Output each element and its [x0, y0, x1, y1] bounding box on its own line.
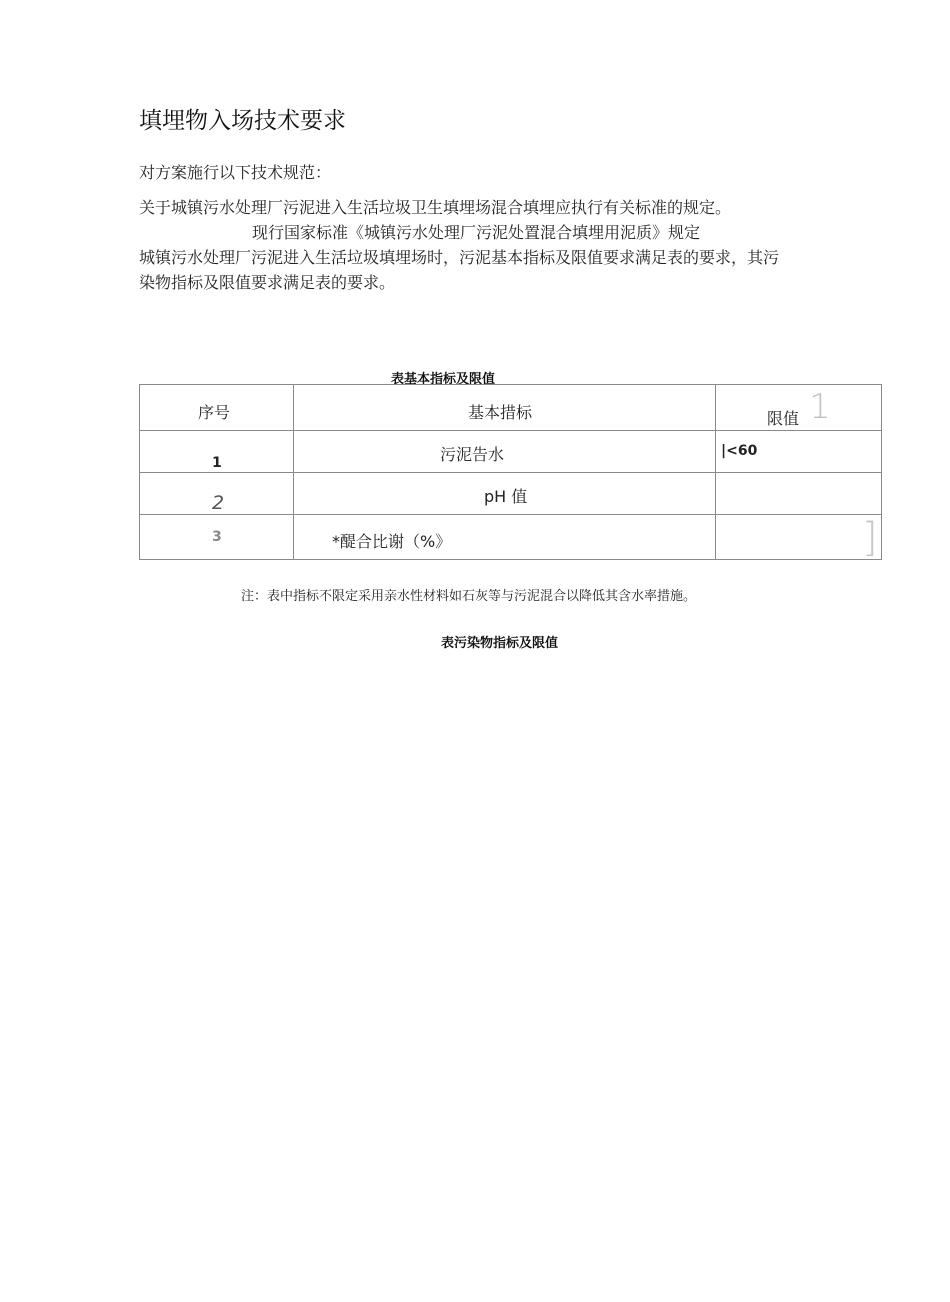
row3-limit-cell: [716, 515, 882, 560]
basic-indicators-table: [139, 384, 882, 560]
table-header-row: [140, 385, 882, 431]
row1-limit-cell: [716, 431, 882, 473]
row1-seq: 1: [212, 455, 222, 471]
row3-indicator-cell: [294, 515, 716, 560]
row2-seq-cell: [140, 473, 294, 515]
table-row: [140, 431, 882, 473]
header-indicator-cell: [294, 385, 716, 431]
header-seq-cell: [140, 385, 294, 431]
row1-seq-cell: [140, 431, 294, 473]
table2-caption: 表污染物指标及限值: [441, 636, 559, 651]
row2-indicator: pH 值: [484, 487, 528, 506]
row3-seq: 3: [212, 529, 222, 545]
row1-indicator-cell: [294, 431, 716, 473]
subheading: 对方案施行以下技术规范：: [139, 163, 332, 182]
header-limit: 限值: [767, 409, 800, 428]
row3-indicator: *醍合比谢（%》: [332, 532, 452, 551]
row3-limit-mark: ]: [862, 515, 878, 561]
table-row: [140, 473, 882, 515]
table-row: [140, 515, 882, 560]
paragraph-line-2: 现行国家标准《城镇污水处理厂污泥处置混合填埋用泥质》规定: [252, 223, 701, 242]
header-limit-cell: [716, 385, 882, 431]
paragraph-line-3: 城镇污水处理厂污泥进入生活垃圾填埋场时，污泥基本指标及限值要求满足表的要求，其污: [139, 248, 780, 267]
row1-limit: |<60: [721, 443, 758, 459]
row2-limit-cell: [716, 473, 882, 515]
table-note: 注：表中指标不限定采用亲水性材料如石灰等与污泥混合以降低其含水率措施。: [241, 589, 697, 604]
row2-seq: 2: [212, 492, 225, 514]
page-title: 填埋物入场技术要求: [139, 108, 346, 134]
row1-indicator: 污泥告水: [440, 445, 505, 464]
header-limit-mark: 1: [809, 387, 831, 427]
paragraph-line-4: 染物指标及限值要求满足表的要求。: [139, 273, 396, 292]
table1-caption: 表基本指标及限值: [391, 372, 496, 387]
paragraph-line-1: 关于城镇污水处理厂污泥进入生活垃圾卫生填埋场混合填埋应执行有关标准的规定。: [139, 198, 732, 217]
header-indicator: 基本措标: [468, 403, 533, 422]
header-seq: 序号: [198, 403, 231, 422]
row3-seq-cell: [140, 515, 294, 560]
row2-indicator-cell: [294, 473, 716, 515]
